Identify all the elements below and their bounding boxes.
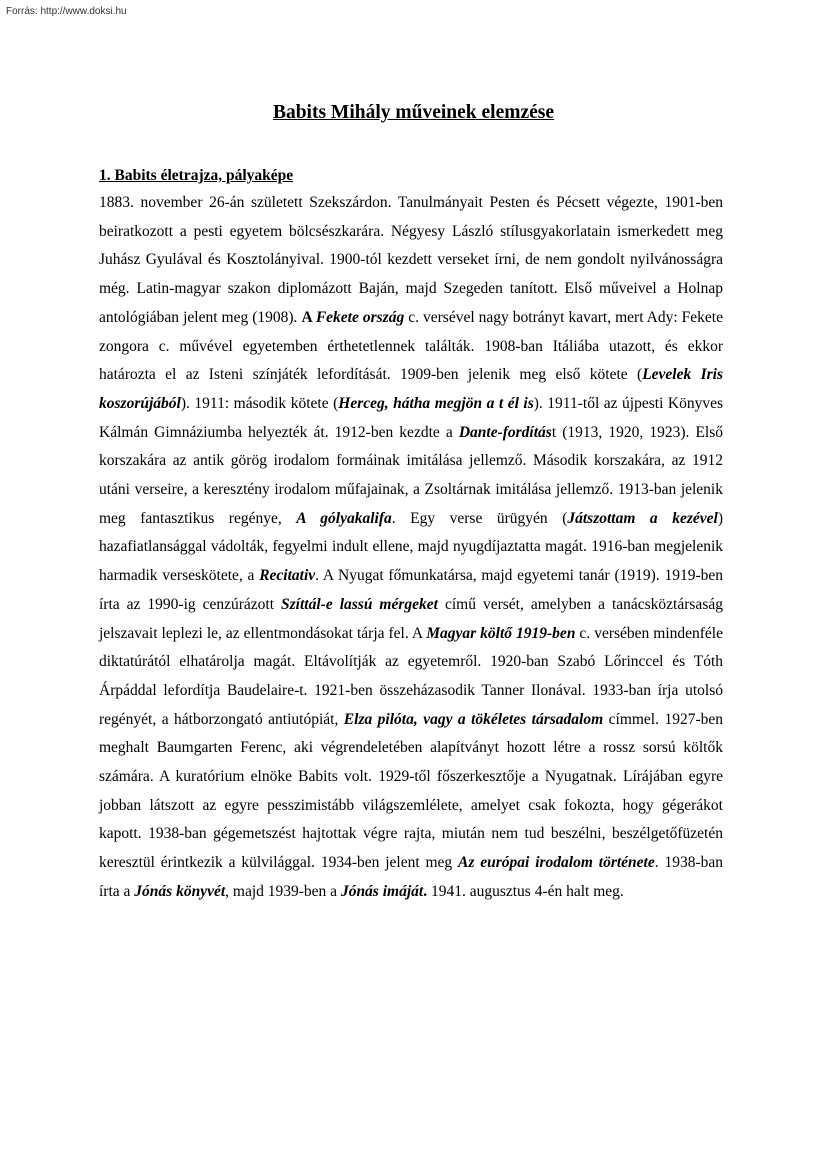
work-title: Szíttál-e lassú mérgeket (281, 595, 438, 613)
work-title: Herceg, hátha megjön a t él is (338, 394, 534, 412)
work-title: Recitativ (259, 567, 316, 585)
text-run: A (301, 308, 316, 326)
text-run: 1941. augusztus 4-én halt meg. (427, 882, 624, 900)
text-run: ). 1911: második kötete ( (180, 394, 339, 412)
document-title: Babits Mihály műveinek elemzése (272, 102, 555, 123)
text-run: 1883. november 26-án született Szekszárdon. Tanulmányait Pesten és Pécsett végezte, 1901-ben beiratkozott a pesti egyetem bölcsészkarára. Négyesy László stílusgyakorlatain ismerkedett meg Juhász Gyulával és Kosztolányival. 1900-tól kezdett verseket írni, de nem gondolt nyilvánosságra még. Latin-magyar szakon diplomázott Baján, majd Szegeden tanított. Első műveivel a Holnap antológiában jelent meg (1908). (99, 194, 723, 326)
text-run: . 1938-ban írta a (99, 854, 724, 900)
text-run: c. versében mindenféle diktatúrától elhatárolja magát. Eltávolítják az egyetemről. 1920-ban Szabó Lőrinccel és Tóth Árpáddal lefordítja Baudelaire-t. 1921-ben összeházasodik Tanner Ilonával. 1933-ban írja utolsó regényét, a hátborzongató antiutópiát, (99, 624, 723, 728)
section-heading: 1. Babits életrajza, pályaképe (99, 167, 294, 184)
work-title: Elza pilóta, vagy a tökéletes társadalom (343, 710, 604, 728)
text-run: címmel. 1927-ben meghalt Baumgarten Ferenc, aki végrendeletében alapítványt hozott létre a rossz sorsú költők számára. A kuratórium elnöke Babits volt. 1929-től főszerkesztője a Nyugatnak. Lírájában egyre jobban látszott az egyre pesszimistább világszemlélete, amelyet csak fokozta, hogy gégerákot kapott. 1938-ban gégemetszést hajtottak végre rajta, miután nem tud beszélni, beszélgetőfüzetén keresztül érintkezik a külvilággal. 1934-ben jelent meg (99, 710, 723, 872)
work-title: Dante-fordítás (458, 423, 552, 441)
text-run: című versét, amelyben a tanácsköztársaság jelszavait leplezi le, az ellentmondásokat tárja fel. A (99, 595, 723, 642)
work-title: Levelek Iris koszorújából (99, 366, 723, 412)
text-run: c. versével nagy botrányt kavart, mert Ady: Fekete zongora c. művével egyetemben érthetetlennek találták. 1908-ban Itáliába utazott, és ekkor határozta el az Isteni színjáték lefordítását. 1909-ben jelenik meg első kötete ( (99, 308, 723, 384)
text-run: . Egy verse ürügyén ( (391, 509, 568, 527)
text-run: ) hazafiatlansággal vádolták, fegyelmi indult ellene, majd nyugdíjaztatta magát. 1916-ban megjelenik harmadik verseskötete, a (99, 509, 723, 585)
work-title: A gólyakalifa (296, 509, 392, 527)
work-title: Az európai irodalom története (458, 854, 655, 872)
work-title: Jónás könyvét (134, 882, 226, 900)
source-url: Forrás: http://www.doksi.hu (6, 6, 127, 17)
text-run: t (1913, 1920, 1923). Első korszakára az antik görög irodalom formáinak imitálása jellemző. Második korszakára, az 1912 utáni verseire, a keresztény irodalom műfajainak, a Zsoltárnak imitálása jellemző. 1913-ban jelenik meg fantasztikus regénye, (99, 423, 724, 527)
text-run: ). 1911-től az újpesti Könyves Kálmán Gimnáziumba helyezték át. 1912-ben kezdte a (99, 394, 724, 441)
work-title: Jónás imáját (340, 882, 424, 900)
work-title: Fekete ország (315, 308, 405, 326)
text-run: , majd 1939-ben a (225, 882, 341, 900)
text-run: . A Nyugat főmunkatársa, majd egyetemi tanár (1919). 1919-ben írta az 1990-ig cenzúrázott (99, 567, 723, 613)
text-run: . (423, 882, 428, 900)
work-title: Magyar költő 1919-ben (426, 624, 576, 642)
biography-paragraph (99, 189, 723, 907)
work-title: Játszottam a kezével (567, 509, 718, 527)
